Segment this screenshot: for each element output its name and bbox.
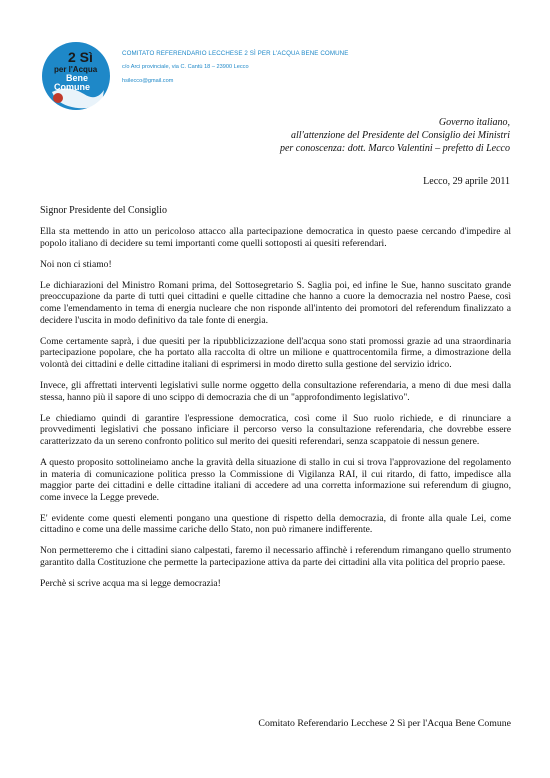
logo-text-acqua: per l'Acqua [54, 65, 98, 74]
salutation: Signor Presidente del Consiglio [40, 205, 167, 216]
recipient-line: Governo italiano, [438, 117, 510, 128]
committee-address: c/o Arci provinciale, via C. Cantù 18 – 23900 Lecco [122, 64, 249, 70]
recipient-line: all'attenzione del Presidente del Consiglio dei Ministri [291, 130, 510, 141]
logo-text-2si: 2 Sì [68, 49, 93, 65]
body-paragraph: Ella sta mettendo in atto un pericoloso attacco alla partecipazione democratica in questo paese cercando d'impedire al popolo italiano di decidere su temi importanti come quelli sottoposti ai quesiti referendari. [40, 226, 511, 249]
body-paragraph: Non permetteremo che i cittadini siano calpestati, faremo il necessario affinchè i referendum rimangano quello strumento garantito dalla Costituzione che permette la partecipazione attiva da parte dei cittadini alla vita politica del proprio paese. [40, 545, 511, 569]
body-paragraph: Perchè si scrive acqua ma si legge democrazia! [40, 578, 221, 590]
committee-logo [38, 40, 114, 112]
body-paragraph: Le dichiarazioni del Ministro Romani prima, del Sottosegretario S. Saglia poi, ed infine le Sue, hanno suscitato grande preoccupazione da parte di tutti quei cittadini e quelle cittadine che hanno a cuore la democrazia nel nostro Paese, così come l'emendamento in tema di energia nucleare che non risponde all'intento dei promotori del referendum finalizzato a decidere l'uscita in modo definitivo da tale fonte di energia. [40, 279, 511, 326]
body-paragraph: Come certamente saprà, i due quesiti per la ripubblicizzazione dell'acqua sono stati promossi grazie ad una straordinaria partecipazione popolare, che ha portato alla raccolta di oltre un milione e quattrocentomila firme, a dimostrazione della volontà dei cittadini e delle cittadine italiani di esprimersi in modo diretto sulla gestione del servizio idrico. [40, 335, 511, 370]
logo-red-dot [53, 93, 63, 103]
committee-name: COMITATO REFERENDARIO LECCHESE 2 SÌ PER L'ACQUA BENE COMUNE [122, 50, 349, 57]
body-paragraph: E' evidente come questi elementi pongano una questione di rispetto della democrazia, di fronte alla quale Lei, come cittadino e come una delle massime cariche dello Stato, non può rimanere indifferente. [40, 512, 511, 536]
logo-text-bene: Bene [66, 73, 89, 83]
letter-date: Lecco, 29 aprile 2011 [423, 176, 510, 187]
committee-email[interactable]: hsilecco@gmail.com [122, 78, 174, 84]
logo-text-comune: Comune [54, 82, 90, 92]
recipient-line: per conoscenza: dott. Marco Valentini – prefetto di Lecco [279, 143, 510, 154]
body-paragraph: Noi non ci stiamo! [40, 258, 112, 270]
signature: Comitato Referendario Lecchese 2 Sì per l'Acqua Bene Comune [258, 718, 511, 729]
letter-body [40, 226, 511, 599]
body-paragraph: Invece, gli affrettati interventi legislativi sulle norme oggetto della consultazione referendaria, a meno di due mesi dalla stessa, hanno più il sapore di uno scippo di democrazia che di un "approfondimento legislativo". [40, 379, 511, 403]
body-paragraph: Le chiediamo quindi di garantire l'espressione democratica, così come il Suo ruolo richiede, e di rinunciare a provvedimenti legislativi che possano inficiare il percorso verso la consultazione referendaria, che dovrebbe essere caratterizzato da un sereno confronto politico sul merito dei quesiti referendari, senza scappatoie di nessun genere. [40, 412, 511, 447]
recipients-block [280, 116, 510, 155]
body-paragraph: A questo proposito sottolineiamo anche la gravità della situazione di stallo in cui si trova l'approvazione del regolamento in materia di comunicazione politica presso la Commissione di Vigilanza RAI, il cui ritardo, di fatto, impedisce alla maggior parte dei cittadini e delle cittadine italiani di accedere ad una corretta informazione sui referendum di giugno, come invece la Legge prevede. [40, 456, 511, 503]
